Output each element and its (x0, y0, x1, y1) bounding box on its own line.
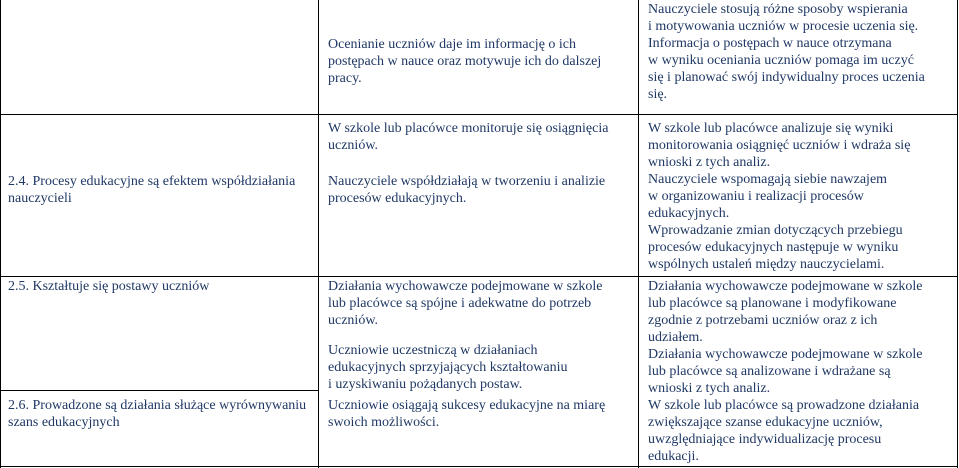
row-divider-2 (0, 276, 958, 277)
text-line: Nauczyciele wspomagają siebie nawzajem (648, 172, 888, 187)
row2-col3-text (648, 278, 953, 397)
row-divider-3 (0, 390, 318, 391)
text-line: W szkole lub placówce analizuje się wyniki (648, 121, 894, 136)
text-line: uczniów. (328, 313, 379, 328)
standard-2-6-title: 2.6. Prowadzone są działania służące wyrównywaniu szans edukacyjnych (8, 398, 307, 430)
text-line: Działania wychowawcze podejmowane w szkole (648, 347, 923, 362)
text-line: i motywowania uczniów w procesie uczenia się. (648, 19, 919, 34)
text-line: lub placówce są planowane i modyfikowane (648, 296, 897, 311)
text-line: w wyniku oceniania uczniów pomaga im uczyć (648, 53, 914, 68)
row0-col2-text: Ocenianie uczniów daje im informację o ich postępach w nauce oraz motywuje ich do dalszej pracy. (328, 37, 602, 86)
column-divider-1 (318, 0, 319, 468)
text-line: uwzględniające indywidualizację procesu (648, 432, 882, 447)
text-line: i uzyskiwaniu pożądanych postaw. (328, 377, 523, 392)
text-line: edukacyjnych sprzyjających kształtowaniu (328, 360, 568, 375)
text-line: edukacyjnych. (648, 206, 730, 221)
row2-col2-text-b (328, 342, 628, 393)
row1-col3-text (648, 120, 953, 273)
text-line: się i planować swój indywidualny proces uczenia (648, 70, 925, 85)
text-line: się. (648, 87, 668, 102)
text-line: W szkole lub placówce są prowadzone działania (648, 398, 920, 413)
column-divider-2 (638, 0, 639, 468)
standard-2-4-title: 2.4. Procesy edukacyjne są efektem współdziałania nauczycieli (8, 174, 296, 206)
text-line: w organizowaniu i realizacji procesów (648, 189, 864, 204)
row3-col3-text (648, 397, 953, 465)
text-line: procesów edukacyjnych następuje w wyniku (648, 240, 899, 255)
text-line: wnioski z tych analiz. (648, 381, 771, 396)
text-line: edukacji. (648, 449, 699, 464)
text-line: zwiększające szanse edukacyjne uczniów, (648, 415, 883, 430)
text-line: Informacja o postępach w nauce otrzymana (648, 36, 892, 51)
row0-col3-text (648, 1, 953, 103)
standard-2-5-title: 2.5. Kształtuje się postawy uczniów (8, 279, 210, 294)
table-border-right (957, 0, 958, 468)
table-border-bottom (0, 466, 958, 467)
table-border-left (0, 0, 1, 468)
text-line: Nauczyciele stosują różne sposoby wspierania (648, 2, 908, 17)
row-divider-1 (0, 114, 958, 115)
text-line: Wprowadzanie zmian dotyczących przebiegu (648, 223, 903, 238)
text-line: wnioski z tych analiz. (648, 155, 771, 170)
row2-col2-text-a (328, 278, 628, 329)
text-line: Działania wychowawcze podejmowane w szkole (648, 279, 923, 294)
text-line: udziałem. (648, 330, 703, 345)
text-line: monitorowania osiągnięć uczniów i wdraża się (648, 138, 911, 153)
row3-col2-text: Uczniowie osiągają sukcesy edukacyjne na miarę swoich możliwości. (328, 398, 606, 430)
text-line: Działania wychowawcze podejmowane w szkole (328, 279, 603, 294)
text-line: Uczniowie uczestniczą w działaniach (328, 343, 538, 358)
text-line: lub placówce są analizowane i wdrażane są (648, 364, 891, 379)
text-line: wspólnych ustaleń między nauczycielami. (648, 257, 885, 272)
row1-col2-text-a: W szkole lub placówce monitoruje się osiągnięcia uczniów. (328, 121, 609, 153)
text-line: zgodnie z potrzebami uczniów oraz z ich (648, 313, 878, 328)
row1-col2-text-b: Nauczyciele współdziałają w tworzeniu i analizie procesów edukacyjnych. (328, 174, 606, 206)
text-line: lub placówce są spójne i adekwatne do potrzeb (328, 296, 592, 311)
